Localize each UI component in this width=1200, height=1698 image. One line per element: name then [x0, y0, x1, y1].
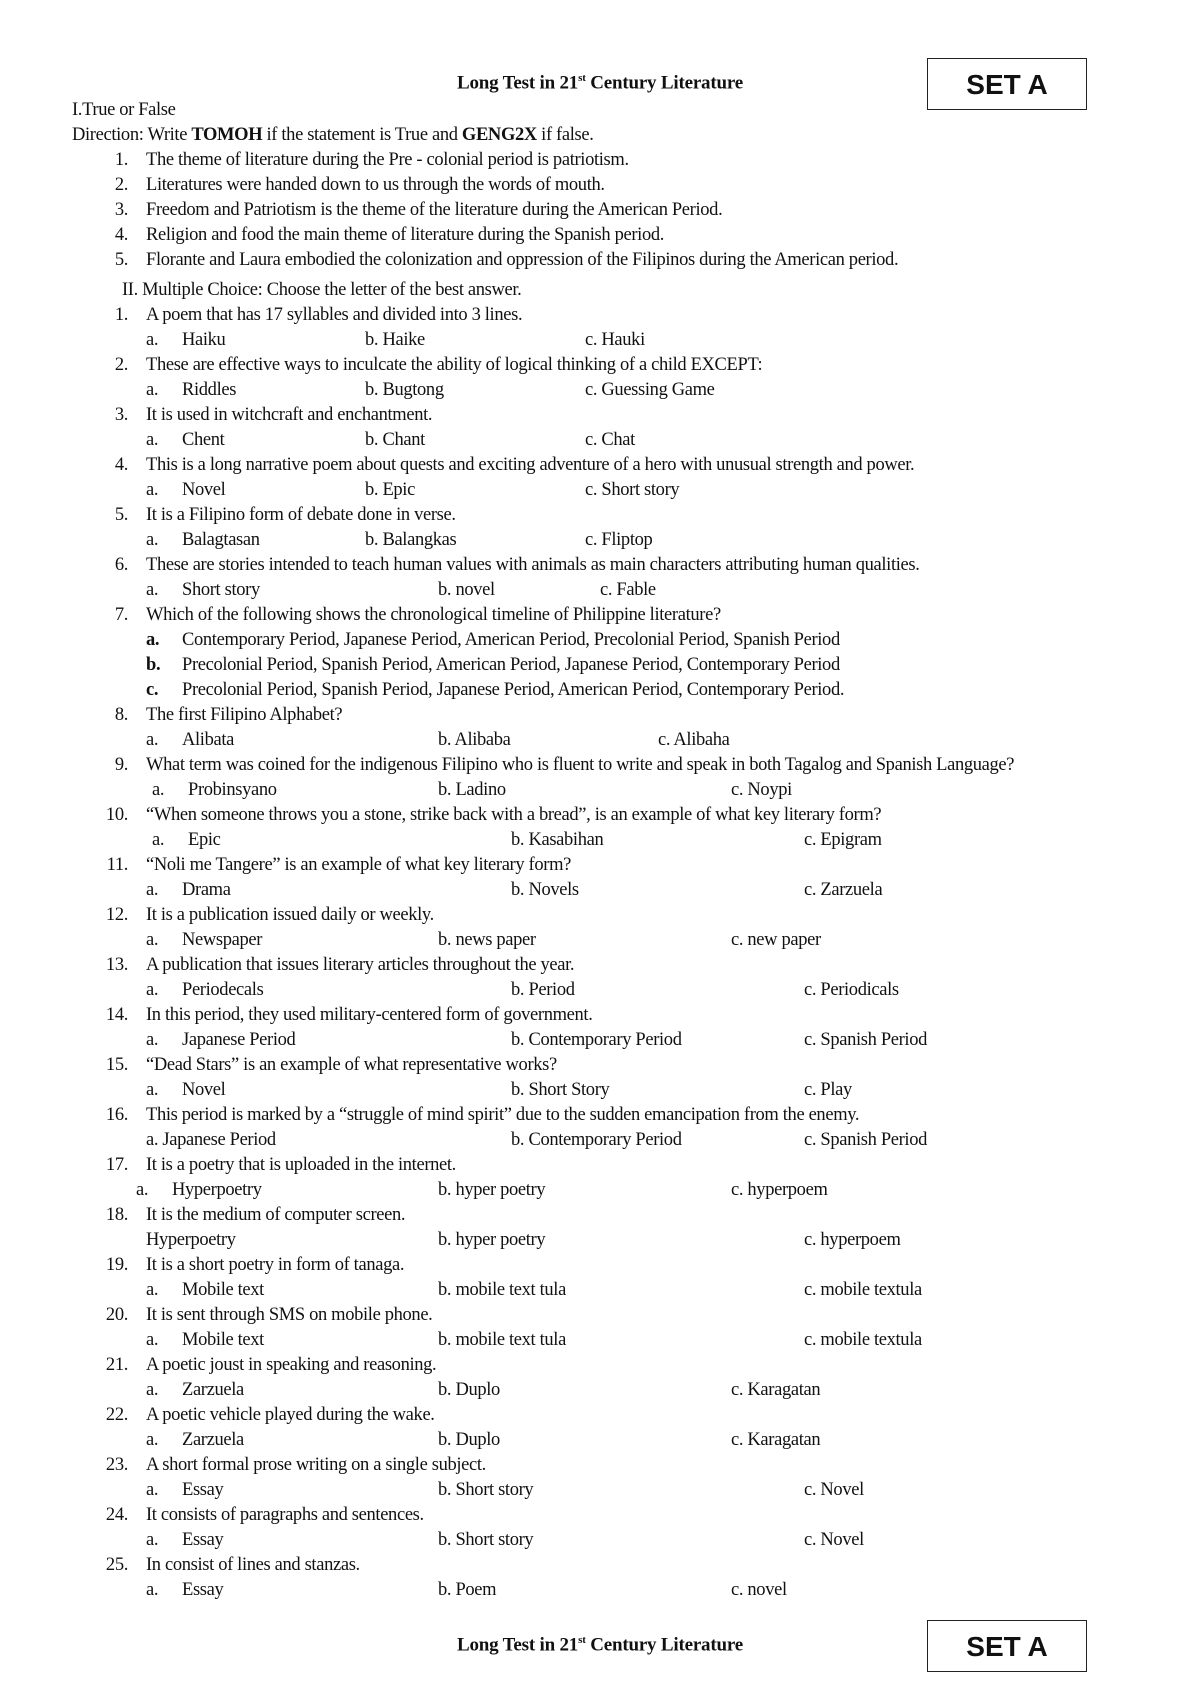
question-number: 9. — [114, 755, 128, 775]
option-b: b. Alibaba — [438, 730, 511, 750]
option-a-label: a. — [146, 430, 159, 450]
set-label-box: SET A — [927, 58, 1087, 110]
option-c: c. Novel — [804, 1530, 864, 1550]
option-b: b. Ladino — [438, 780, 506, 800]
option-b: b. Bugtong — [365, 380, 444, 400]
option-b: b. Short Story — [511, 1080, 610, 1100]
question-text: A publication that issues literary articles throughout the year. — [146, 955, 575, 975]
question-number: 21. — [105, 1355, 128, 1375]
question-number: 13. — [105, 955, 128, 975]
option-c: c. Karagatan — [731, 1380, 821, 1400]
option-c: c. Fliptop — [585, 530, 653, 550]
option-a-label: a. — [146, 1580, 159, 1600]
option-a-label: a. — [146, 880, 159, 900]
question-number: 25. — [105, 1555, 128, 1575]
option-a-label: a. — [146, 380, 159, 400]
question-number: 23. — [105, 1455, 128, 1475]
option-c: c. Spanish Period — [804, 1130, 928, 1150]
question-text: A poem that has 17 syllables and divided into 3 lines. — [146, 305, 523, 325]
question-text: It is a Filipino form of debate done in verse. — [146, 505, 456, 525]
choice-text: Precolonial Period, Spanish Period, Japanese Period, American Period, Contemporary Period. — [182, 680, 845, 700]
option-a: Mobile text — [182, 1280, 264, 1300]
question-text: “Dead Stars” is an example of what representative works? — [146, 1055, 557, 1075]
question-text: It is sent through SMS on mobile phone. — [146, 1305, 433, 1325]
item-number: 3. — [114, 200, 128, 220]
option-a: Probinsyano — [188, 780, 277, 800]
option-a-label: a. — [146, 1330, 159, 1350]
question-text: A short formal prose writing on a single subject. — [146, 1455, 486, 1475]
choice-label: b. — [146, 655, 161, 675]
statement-text: The theme of literature during the Pre - colonial period is patriotism. — [146, 150, 629, 170]
option-c: c. novel — [731, 1580, 787, 1600]
option-b: b. Haike — [365, 330, 425, 350]
option-b: b. mobile text tula — [438, 1330, 566, 1350]
option-a-label: a. — [152, 830, 165, 850]
item-number: 1. — [114, 150, 128, 170]
option-a: Short story — [182, 580, 260, 600]
question-number: 11. — [106, 855, 128, 875]
statement-text: Florante and Laura embodied the colonization and oppression of the Filipinos during the American period. — [146, 250, 899, 270]
question-number: 18. — [105, 1205, 128, 1225]
choice-label: a. — [146, 630, 160, 650]
option-a: Novel — [182, 1080, 226, 1100]
option-a: Drama — [182, 880, 231, 900]
question-number: 15. — [105, 1055, 128, 1075]
choice-label: c. — [146, 680, 159, 700]
option-b: b. mobile text tula — [438, 1280, 566, 1300]
option-b: b. Kasabihan — [511, 830, 604, 850]
option-c: c. Spanish Period — [804, 1030, 928, 1050]
page-title: Long Test in 21st Century Literature — [457, 72, 743, 94]
option-b: b. Balangkas — [365, 530, 457, 550]
option-b: b. Novels — [511, 880, 579, 900]
question-text: “Noli me Tangere” is an example of what key literary form? — [146, 855, 571, 875]
statement-text: Freedom and Patriotism is the theme of the literature during the American Period. — [146, 200, 723, 220]
question-number: 12. — [105, 905, 128, 925]
option-b: b. Duplo — [438, 1430, 500, 1450]
question-number: 3. — [114, 405, 128, 425]
option-a: Mobile text — [182, 1330, 264, 1350]
option-a: Zarzuela — [182, 1380, 244, 1400]
question-text: These are effective ways to inculcate the ability of logical thinking of a child EXCEPT: — [146, 355, 763, 375]
question-text: This is a long narrative poem about quests and exciting adventure of a hero with unusual strength and power. — [146, 455, 915, 475]
item-number: 2. — [114, 175, 128, 195]
part2-heading: II. Multiple Choice: Choose the letter of the best answer. — [122, 280, 522, 300]
question-number: 4. — [114, 455, 128, 475]
option-b: b. hyper poetry — [438, 1180, 546, 1200]
option-a-label: a. — [146, 1280, 159, 1300]
option-a: Epic — [188, 830, 221, 850]
option-a: Hyperpoetry — [146, 1230, 236, 1250]
question-text: It consists of paragraphs and sentences. — [146, 1505, 424, 1525]
option-a-label: a. — [146, 1030, 159, 1050]
option-a-label: a. — [146, 930, 159, 950]
choice-text: Contemporary Period, Japanese Period, American Period, Precolonial Period, Spanish Period — [182, 630, 840, 650]
question-text: It is the medium of computer screen. — [146, 1205, 406, 1225]
option-c: c. new paper — [731, 930, 821, 950]
question-text: Which of the following shows the chronological timeline of Philippine literature? — [146, 605, 721, 625]
question-number: 8. — [114, 705, 128, 725]
question-number: 2. — [114, 355, 128, 375]
option-a: Essay — [182, 1580, 224, 1600]
option-c: c. hyperpoem — [731, 1180, 828, 1200]
question-text: In this period, they used military-centered form of government. — [146, 1005, 593, 1025]
question-number: 17. — [105, 1155, 128, 1175]
option-c: c. Zarzuela — [804, 880, 883, 900]
question-number: 16. — [105, 1105, 128, 1125]
question-number: 24. — [105, 1505, 128, 1525]
question-text: This period is marked by a “struggle of mind spirit” due to the sudden emancipation from the enemy. — [146, 1105, 860, 1125]
choice-text: Precolonial Period, Spanish Period, American Period, Japanese Period, Contemporary Period — [182, 655, 840, 675]
option-c: c. hyperpoem — [804, 1230, 901, 1250]
option-b: b. Short story — [438, 1480, 534, 1500]
option-a: Japanese Period — [182, 1030, 296, 1050]
option-c: c. Karagatan — [731, 1430, 821, 1450]
option-b: b. Contemporary Period — [511, 1130, 682, 1150]
option-b: b. Poem — [438, 1580, 497, 1600]
question-text: The first Filipino Alphabet? — [146, 705, 343, 725]
option-a: Haiku — [182, 330, 226, 350]
option-a: Novel — [182, 480, 226, 500]
option-a-label: a. — [146, 1380, 159, 1400]
question-number: 19. — [105, 1255, 128, 1275]
option-c: c. Short story — [585, 480, 680, 500]
option-a: Newspaper — [182, 930, 263, 950]
option-a: Periodecals — [182, 980, 264, 1000]
question-text: It is used in witchcraft and enchantment. — [146, 405, 433, 425]
option-b: b. hyper poetry — [438, 1230, 546, 1250]
option-b: b. Epic — [365, 480, 415, 500]
option-a-label: a. — [146, 980, 159, 1000]
option-c: c. Play — [804, 1080, 852, 1100]
question-number: 20. — [105, 1305, 128, 1325]
question-text: “When someone throws you a stone, strike back with a bread”, is an example of what key literary form? — [146, 805, 882, 825]
option-a: Balagtasan — [182, 530, 260, 550]
item-number: 4. — [114, 225, 128, 245]
option-a-label: a. — [146, 1530, 159, 1550]
option-b: b. novel — [438, 580, 495, 600]
option-b: b. Chant — [365, 430, 425, 450]
option-c: c. Periodicals — [804, 980, 899, 1000]
option-c: c. Epigram — [804, 830, 882, 850]
option-a: Essay — [182, 1480, 224, 1500]
statement-text: Literatures were handed down to us through the words of mouth. — [146, 175, 605, 195]
option-a: Zarzuela — [182, 1430, 244, 1450]
option-b: b. news paper — [438, 930, 536, 950]
question-text: A poetic vehicle played during the wake. — [146, 1405, 435, 1425]
option-b: b. Short story — [438, 1530, 534, 1550]
option-c: c. mobile textula — [804, 1280, 922, 1300]
option-a-label: a. — [146, 730, 159, 750]
question-text: In consist of lines and stanzas. — [146, 1555, 360, 1575]
question-text: What term was coined for the indigenous Filipino who is fluent to write and speak in both Tagalog and Spanish Language? — [146, 755, 1015, 775]
option-c: c. Chat — [585, 430, 635, 450]
question-number: 22. — [105, 1405, 128, 1425]
question-text: It is a publication issued daily or weekly. — [146, 905, 434, 925]
part1-direction: Direction: Write TOMOH if the statement is True and GENG2X if false. — [72, 125, 594, 145]
question-text: It is a poetry that is uploaded in the internet. — [146, 1155, 456, 1175]
option-a: Chent — [182, 430, 225, 450]
question-number: 5. — [114, 505, 128, 525]
option-a: Riddles — [182, 380, 237, 400]
option-a-label: a. — [146, 580, 159, 600]
option-c: c. Novel — [804, 1480, 864, 1500]
option-a: a. Japanese Period — [146, 1130, 276, 1150]
question-text: A poetic joust in speaking and reasoning. — [146, 1355, 437, 1375]
footer-set-label-box: SET A — [927, 1620, 1087, 1672]
question-text: These are stories intended to teach human values with animals as main characters attributing human qualities. — [146, 555, 920, 575]
item-number: 5. — [114, 250, 128, 270]
option-a-label: a. — [146, 1480, 159, 1500]
option-a-label: a. — [146, 330, 159, 350]
option-a: Hyperpoetry — [172, 1180, 262, 1200]
question-number: 6. — [114, 555, 128, 575]
footer-title: Long Test in 21st Century Literature — [457, 1634, 743, 1656]
option-c: c. mobile textula — [804, 1330, 922, 1350]
option-a-label: a. — [152, 780, 165, 800]
option-c: c. Hauki — [585, 330, 645, 350]
option-a-label: a. — [146, 530, 159, 550]
option-a-label: a. — [136, 1180, 149, 1200]
question-text: It is a short poetry in form of tanaga. — [146, 1255, 405, 1275]
option-b: b. Period — [511, 980, 575, 1000]
option-c: c. Noypi — [731, 780, 792, 800]
option-b: b. Contemporary Period — [511, 1030, 682, 1050]
option-c: c. Fable — [600, 580, 656, 600]
question-number: 1. — [114, 305, 128, 325]
option-c: c. Guessing Game — [585, 380, 715, 400]
option-c: c. Alibaha — [658, 730, 730, 750]
option-a: Essay — [182, 1530, 224, 1550]
part1-heading: I.True or False — [72, 100, 176, 120]
question-number: 14. — [105, 1005, 128, 1025]
statement-text: Religion and food the main theme of literature during the Spanish period. — [146, 225, 665, 245]
option-b: b. Duplo — [438, 1380, 500, 1400]
option-a-label: a. — [146, 480, 159, 500]
option-a-label: a. — [146, 1430, 159, 1450]
option-a: Alibata — [182, 730, 235, 750]
question-number: 7. — [114, 605, 128, 625]
question-number: 10. — [105, 805, 128, 825]
option-a-label: a. — [146, 1080, 159, 1100]
